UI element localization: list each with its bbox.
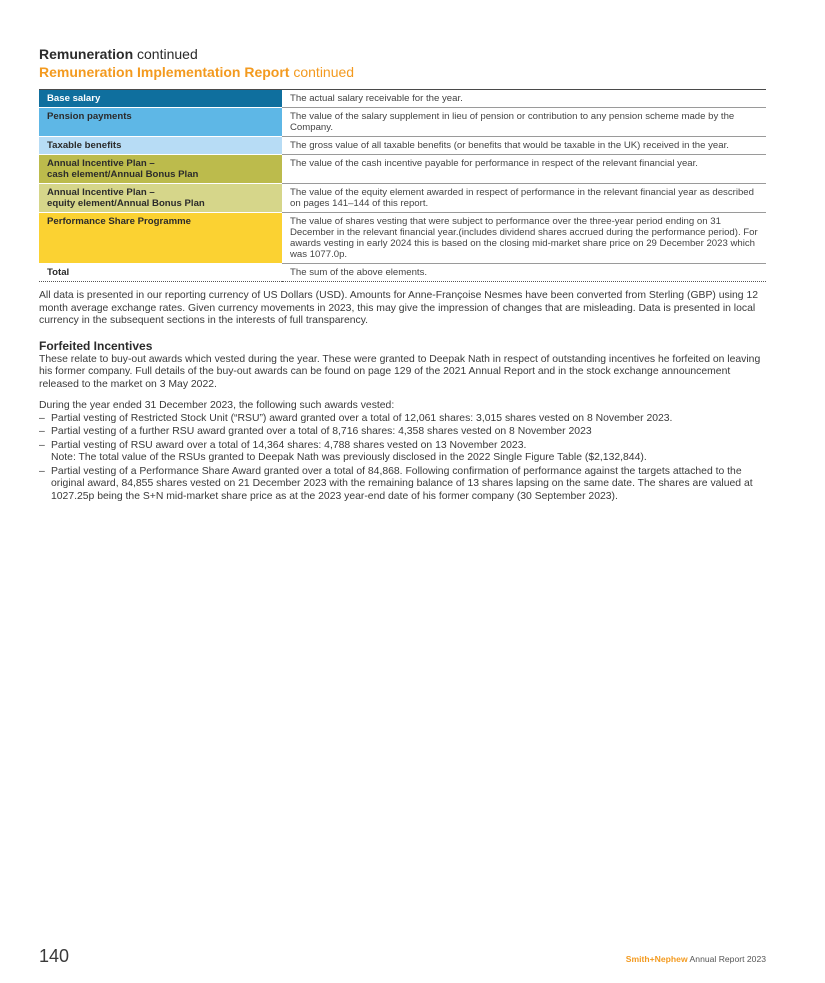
currency-note: All data is presented in our reporting currency of US Dollars (USD). Amounts for Anne-Françoise Nesmes have been converted from Sterling (GBP) using 12 month average exchange rates. Given currency movements in 2023, this may give the impression of changes that are misleading. Data is presented in local currency in the subsequent sections in the interests of full transparency. — [39, 290, 759, 326]
forfeited-intro: These relate to buy-out awards which vested during the year. These were granted to Deepak Nath in respect of outstanding incentives he forfeited on leaving his former company. Full details of the buy-out awards can be found on page 129 of the 2021 Annual Report and in the stock exchange announcement released to the market on 3 May 2022. — [39, 353, 761, 390]
list-item-text: Partial vesting of Restricted Stock Unit (“RSU”) award granted over a total of 12,061 shares: 3,015 shares vested on 8 November 2023. — [51, 412, 673, 424]
section-subtitle-bold: Remuneration Implementation Report — [39, 64, 290, 80]
row-label-line2: cash element/Annual Bonus Plan — [47, 169, 199, 180]
row-description: The sum of the above elements. — [282, 264, 766, 282]
row-label: Total — [39, 264, 282, 282]
table-row — [39, 213, 766, 264]
list-dash: – — [39, 465, 45, 477]
list-item-text: Partial vesting of a Performance Share Award granted over a total of 84,868. Following confirmation of performance against the targets attached to the original award, 84,855 shares vested on 21 December 2023 with the remaining balance of 13 shares lapsing on the same date. The shares are valued at 1027.25p being the S+N mid-market share price as at the 2023 year-end date of his former company (30 September 2023). — [51, 465, 753, 502]
row-label: Taxable benefits — [39, 137, 282, 155]
table-row — [39, 137, 766, 155]
row-label — [39, 155, 282, 184]
vested-awards-list — [39, 413, 766, 504]
brand-name: Smith+Nephew — [625, 954, 688, 964]
remuneration-elements-table — [39, 89, 766, 282]
row-description: The value of the cash incentive payable for performance in respect of the relevant financial year. — [282, 155, 766, 184]
table-row — [39, 184, 766, 213]
list-item-text: Partial vesting of RSU award over a total of 14,364 shares: 4,788 shares vested on 13 November 2023. — [51, 439, 527, 451]
row-label — [39, 184, 282, 213]
row-description: The value of shares vesting that were subject to performance over the three-year period ending on 31 December in the relevant financial year.(includes dividend shares accrued during the performance period). For awards vesting in early 2024 this is based on the closing mid-market share price on 29 December 2023 which was 1077.0p. — [282, 213, 766, 264]
list-item-text: Partial vesting of a further RSU award granted over a total of 8,716 shares: 4,358 shares vested on 8 November 2023 — [51, 426, 592, 437]
footer-report-title — [626, 954, 766, 964]
forfeited-lead: During the year ended 31 December 2023, the following such awards vested: — [39, 400, 395, 411]
section-title-bold: Remuneration — [39, 46, 134, 62]
section-subtitle-continued: continued — [289, 64, 355, 80]
section-subtitle — [39, 64, 766, 81]
table-row — [39, 108, 766, 137]
row-label: Pension payments — [39, 108, 282, 137]
row-label-line2: equity element/Annual Bonus Plan — [47, 198, 205, 209]
list-dash: – — [39, 439, 45, 451]
list-item — [39, 426, 766, 439]
row-description: The gross value of all taxable benefits (or benefits that would be taxable in the UK) received in the year. — [282, 137, 766, 155]
table-row — [39, 90, 766, 108]
list-item — [39, 413, 766, 426]
list-item — [39, 466, 766, 504]
list-dash: – — [39, 412, 45, 424]
report-name: Annual Report 2023 — [687, 954, 766, 964]
row-label-line1: Annual Incentive Plan – — [47, 158, 155, 169]
section-title-continued: continued — [133, 46, 198, 62]
list-item — [39, 440, 766, 465]
page-content — [39, 46, 766, 504]
row-description: The actual salary receivable for the year. — [282, 90, 766, 108]
list-item-note: Note: The total value of the RSUs granted to Deepak Nath was previously disclosed in the 2022 Single Figure Table ($2,132,844). — [51, 452, 647, 463]
row-description: The value of the salary supplement in lieu of pension or contribution to any pension scheme made by the Company. — [282, 108, 766, 137]
forfeited-heading: Forfeited Incentives — [39, 338, 153, 353]
row-label: Base salary — [39, 90, 282, 108]
row-label-line1: Annual Incentive Plan – — [47, 187, 155, 198]
row-label: Performance Share Programme — [39, 213, 282, 264]
list-dash: – — [39, 426, 45, 437]
table-row — [39, 155, 766, 184]
table-row-total — [39, 264, 766, 282]
row-description: The value of the equity element awarded in respect of performance in the relevant financial year as described on pages 141–144 of this report. — [282, 184, 766, 213]
section-title — [39, 46, 766, 63]
page-number: 140 — [39, 946, 70, 966]
